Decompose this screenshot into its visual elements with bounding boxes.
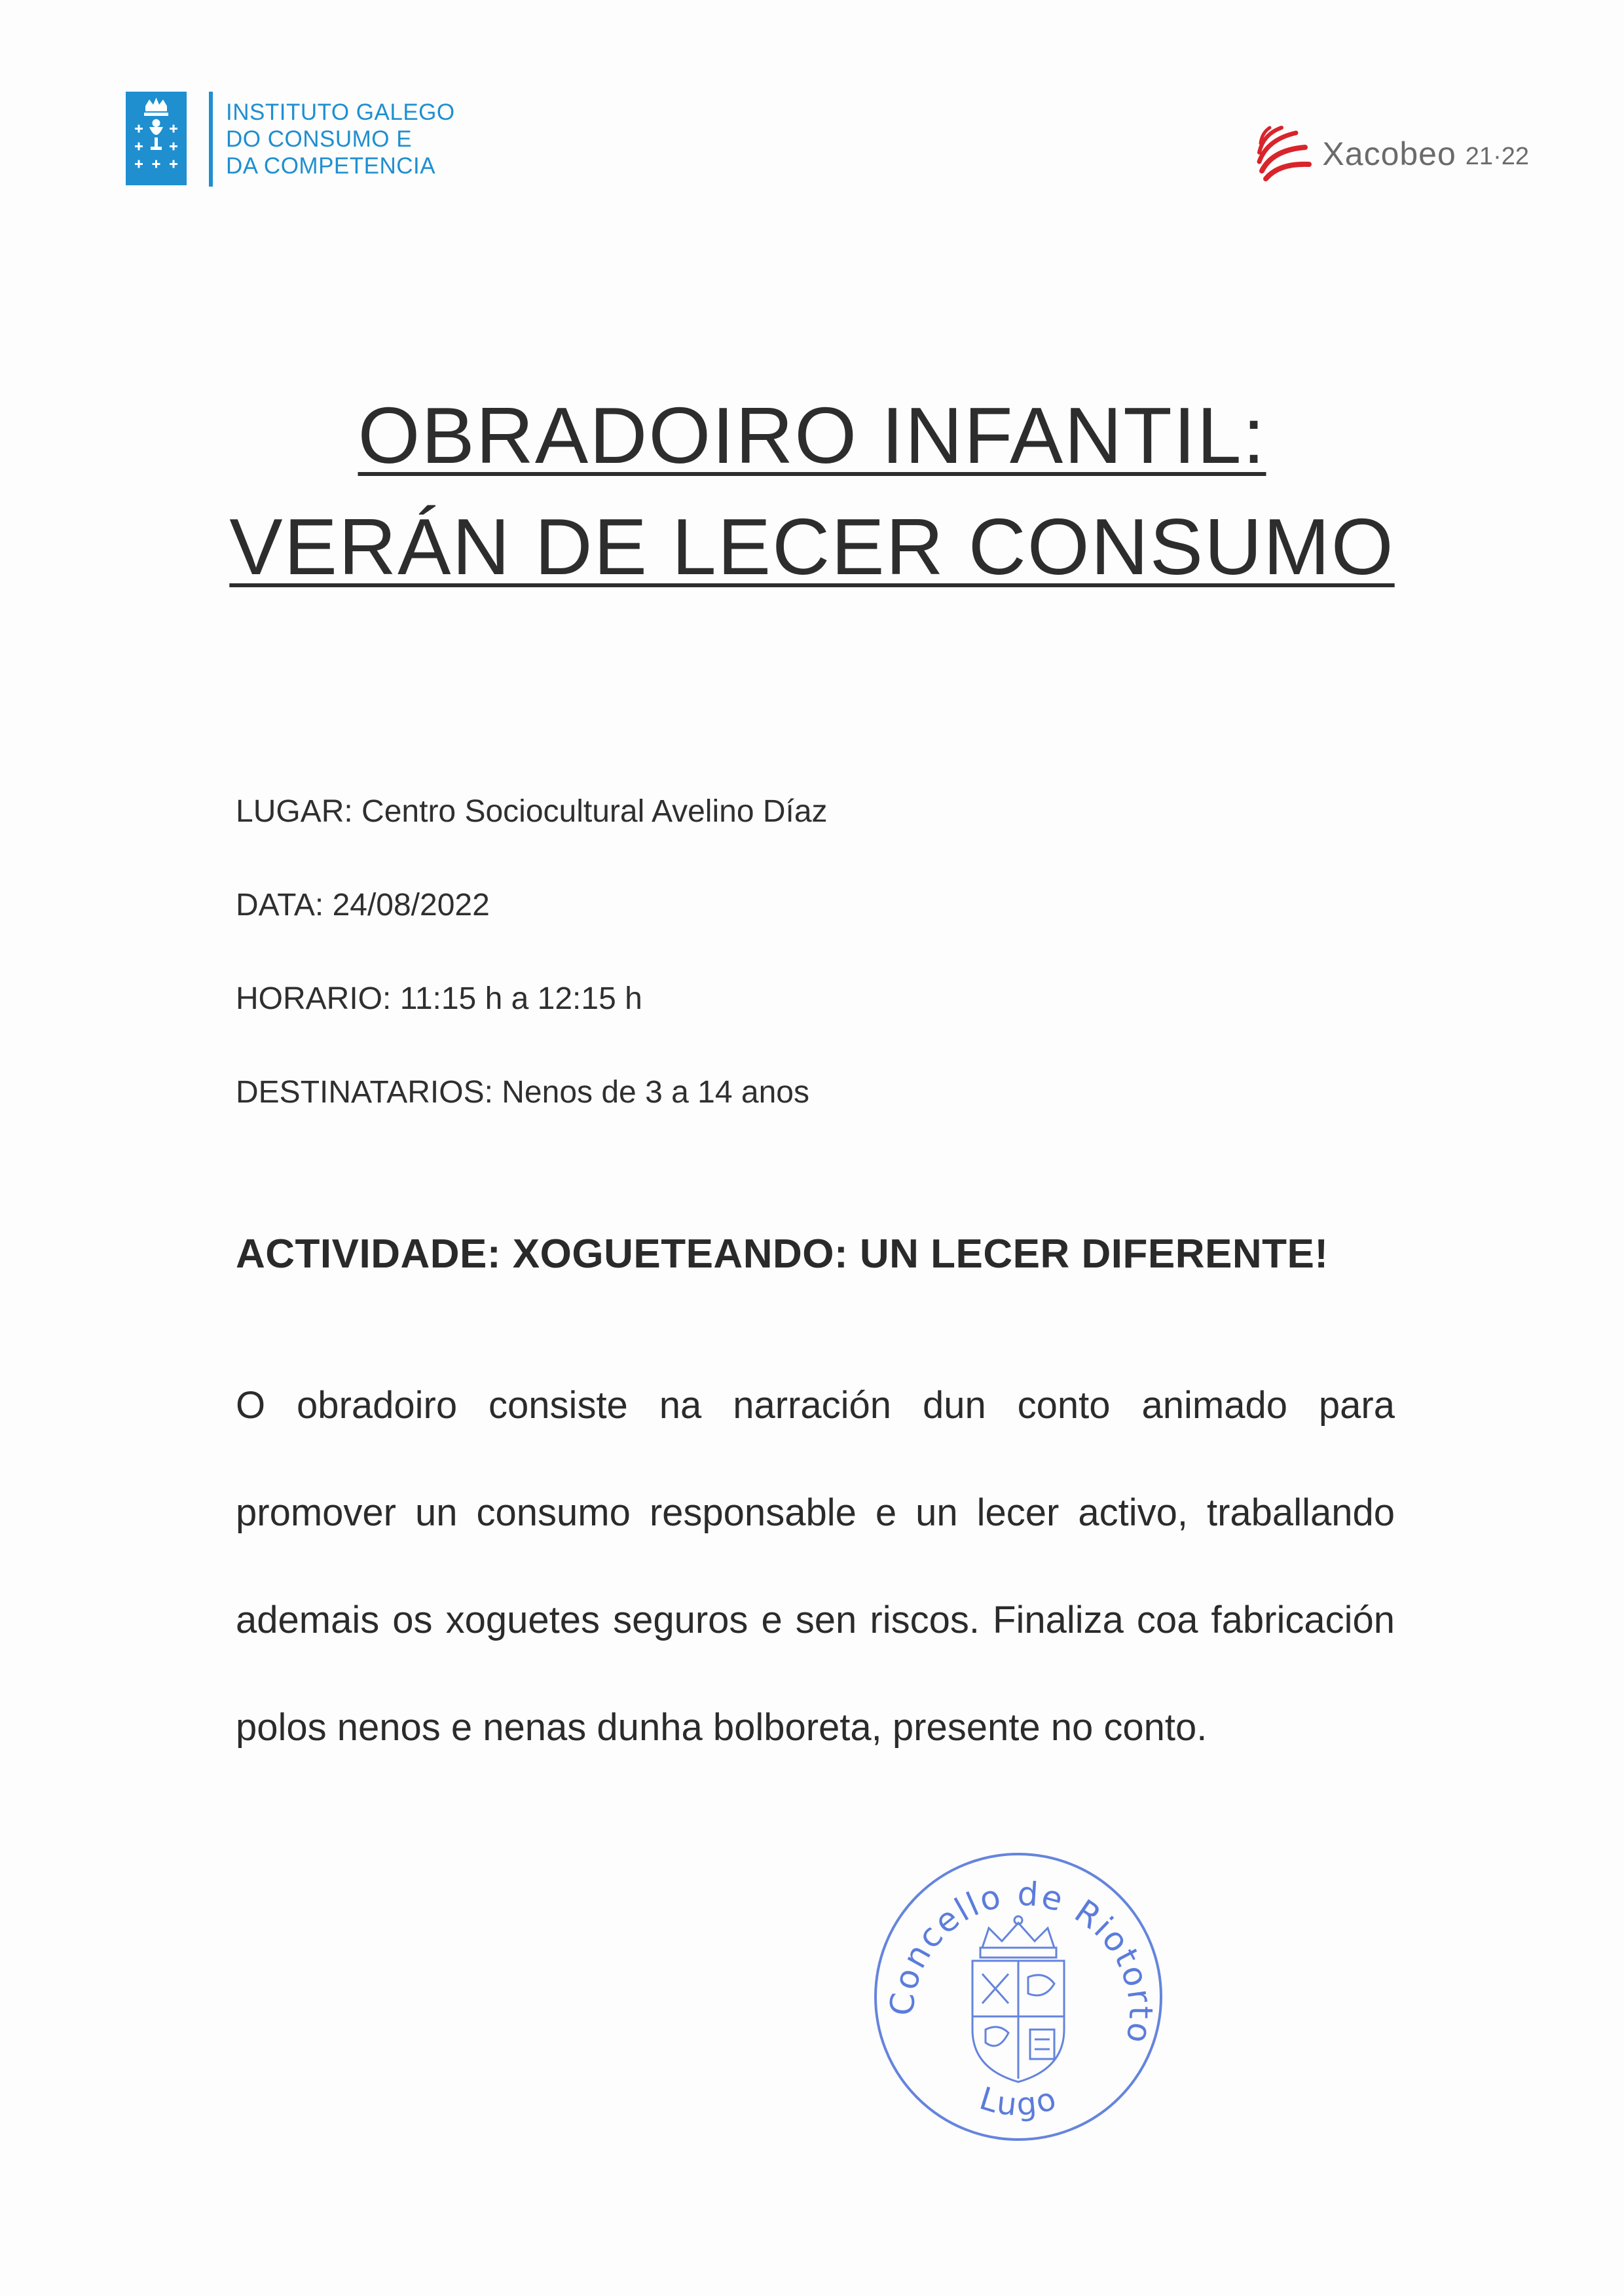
xacobeo-years: 21·22: [1465, 142, 1529, 170]
coat-of-arms-icon: [972, 1916, 1064, 2082]
institute-line-3: DA COMPETENCIA: [226, 153, 436, 179]
institute-name: [226, 92, 455, 179]
institute-divider: [209, 92, 213, 187]
title-line-2: [0, 491, 1624, 602]
event-info: [236, 792, 828, 1167]
council-stamp: [868, 1843, 1169, 2151]
institute-logo: [126, 92, 455, 190]
xacobeo-logo: [1253, 118, 1529, 190]
info-destinatarios: DESTINATARIOS: Nenos de 3 a 14 anos: [236, 1075, 809, 1110]
scallop-shell-icon: [1253, 124, 1313, 184]
page-title: [0, 380, 1624, 602]
activity-heading: ACTIVIDADE: XOGUETEANDO: UN LECER DIFERENTE!: [236, 1231, 1329, 1277]
galicia-crest-icon: [126, 92, 187, 185]
title-line-2-text: VERÁN DE LECER CONSUMO: [229, 502, 1395, 591]
stamp-bottom-text: Lugo: [975, 2079, 1062, 2124]
info-lugar: LUGAR: Centro Sociocultural Avelino Díaz: [236, 794, 828, 829]
stamp-top-text: Concello de Riotorto: [883, 1874, 1160, 2048]
svg-text:Lugo: [975, 2080, 1062, 2124]
institute-line-1: INSTITUTO GALEGO: [226, 100, 455, 125]
institute-line-2: DO CONSUMO E: [226, 126, 413, 152]
title-line-1-text: OBRADOIRO INFANTIL:: [358, 391, 1266, 480]
info-data: DATA: 24/08/2022: [236, 888, 490, 922]
stamp-seal-icon: [868, 1843, 1169, 2151]
activity-description: O obradoiro consiste na narración dun conto animado para promover un consumo responsable e un lecer activo, traballando ademais os xoguetes seguros e sen riscos. Finaliza coa fabricación polos nenos e nenas dunha bolboreta, presente no conto.: [236, 1384, 1395, 1749]
title-line-1: [0, 380, 1624, 491]
info-horario: HORARIO: 11:15 h a 12:15 h: [236, 981, 642, 1016]
xacobeo-name: Xacobeo: [1322, 136, 1456, 172]
